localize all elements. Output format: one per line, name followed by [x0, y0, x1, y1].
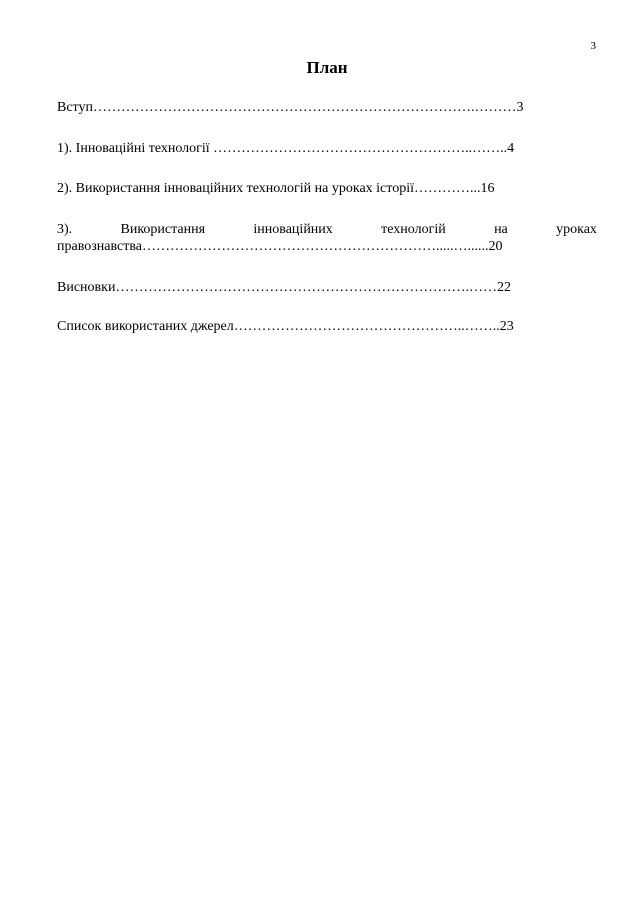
- toc-word: технологій: [381, 222, 446, 237]
- toc-entry-innovative-technologies: 1). Інноваційні технології ………………………………………………..……..4: [57, 141, 515, 156]
- toc-entry-law-lessons-line-2: правознавства……………………………………………………….....…......20: [57, 239, 503, 254]
- toc-entry-law-lessons-line-1: [57, 221, 597, 238]
- toc-word: Використання: [120, 222, 206, 237]
- toc-word: на: [494, 222, 508, 237]
- toc-entry-conclusions: Висновки………………………………………………………………….……22: [57, 280, 511, 295]
- toc-word: інноваційних: [253, 222, 333, 237]
- toc-word: 3).: [57, 222, 73, 237]
- toc-word: уроках: [556, 222, 597, 237]
- toc-entry-introduction: Вступ……………………………………………………………………….………3: [57, 100, 524, 115]
- toc-entry-history-lessons: 2). Використання інноваційних технологій на уроках історії…………...16: [57, 181, 495, 196]
- page-title: План: [306, 58, 348, 77]
- page-number: 3: [590, 40, 596, 52]
- toc-entry-references: Список використаних джерел…………………………………………..……..23: [57, 319, 514, 334]
